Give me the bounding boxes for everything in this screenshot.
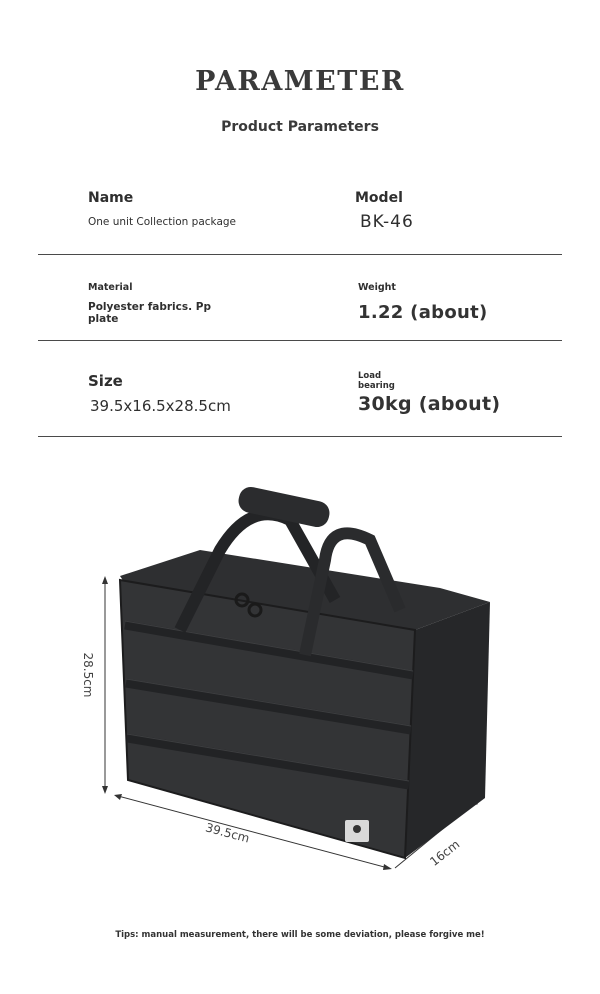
size-value: 39.5x16.5x28.5cm [90, 397, 231, 415]
material-value [88, 301, 211, 325]
page-title: PARAMETER [195, 66, 405, 97]
material-value-line2: plate [88, 313, 119, 325]
model-label: Model [355, 190, 403, 206]
page-subtitle: Product Parameters [221, 119, 379, 135]
divider [38, 254, 562, 255]
height-dimension-label: 28.5cm [81, 652, 95, 698]
load-label-line2: bearing [358, 381, 395, 391]
depth-dimension-label: 16cm [427, 837, 463, 869]
load-label-line1: Load [358, 371, 382, 381]
name-value: One unit Collection package [88, 216, 236, 228]
load-label [358, 371, 395, 391]
load-value: 30kg (about) [358, 393, 501, 415]
model-value: BK-46 [360, 212, 414, 232]
material-value-line1: Polyester fabrics. Pp [88, 301, 211, 313]
footer-tips: Tips: manual measurement, there will be some deviation, please forgive me! [115, 930, 485, 940]
weight-label: Weight [358, 282, 396, 293]
size-label: Size [88, 372, 123, 390]
length-dimension-label: 39.5cm [203, 820, 252, 846]
material-label: Material [88, 282, 133, 293]
weight-value: 1.22 (about) [358, 302, 488, 323]
height-dimension [80, 648, 94, 708]
name-label: Name [88, 190, 134, 206]
divider [38, 340, 562, 341]
divider [38, 436, 562, 437]
product-bag-image [70, 480, 530, 880]
